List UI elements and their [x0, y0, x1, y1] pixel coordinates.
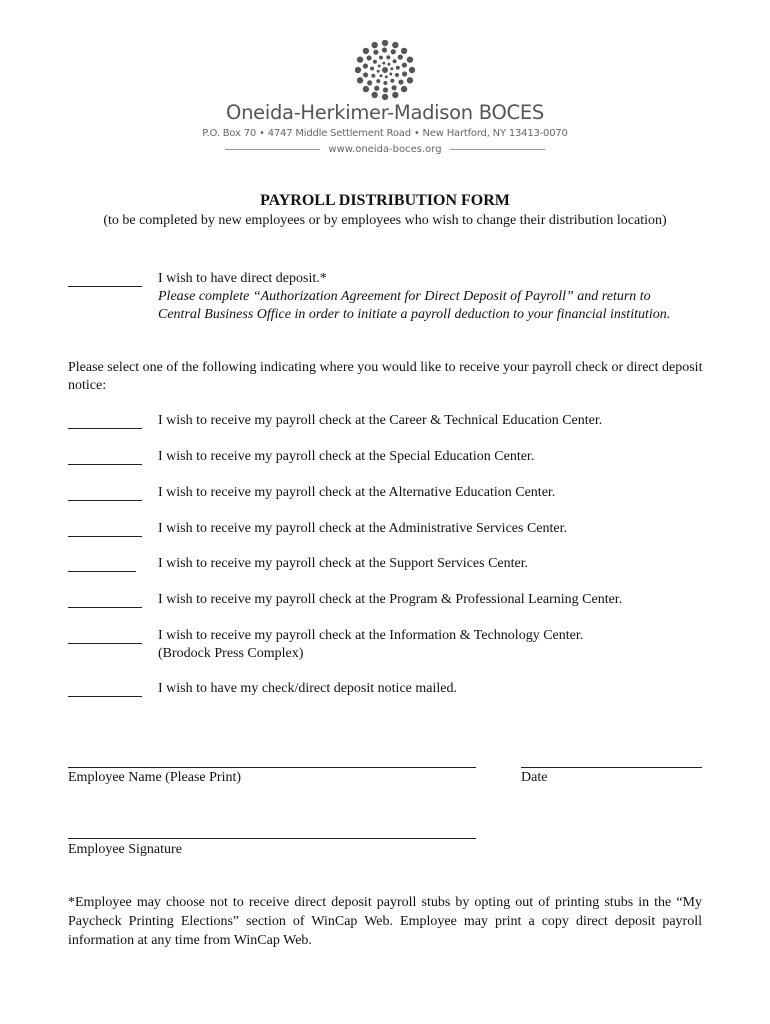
- employee-signature-line[interactable]: [68, 838, 476, 839]
- option-special-ed: I wish to receive my payroll check at the Special Education Center.: [158, 449, 535, 464]
- website-row: [225, 142, 545, 156]
- option-blank-support-services[interactable]: [68, 571, 136, 572]
- dot-burst-logo-icon: [355, 40, 415, 100]
- employee-signature-label: Employee Signature: [68, 842, 182, 857]
- option-blank-program-learning[interactable]: [68, 607, 142, 608]
- form-subtitle: (to be completed by new employees or by employees who wish to change their distribution location): [103, 213, 667, 228]
- date-line[interactable]: [521, 767, 702, 768]
- direct-deposit-note-line2: Central Business Office in order to initiate a payroll deduction to your financial institution.: [158, 307, 671, 322]
- direct-deposit-label: I wish to have direct deposit.*: [158, 271, 327, 286]
- option-blank-mailed[interactable]: [68, 696, 142, 697]
- option-program-learning: I wish to receive my payroll check at the Program & Professional Learning Center.: [158, 592, 623, 607]
- direct-deposit-blank[interactable]: [68, 286, 142, 287]
- option-info-tech: I wish to receive my payroll check at the Information & Technology Center.: [158, 628, 584, 643]
- form-title: PAYROLL DISTRIBUTION FORM: [260, 192, 510, 209]
- option-blank-administrative[interactable]: [68, 536, 142, 537]
- employee-name-label: Employee Name (Please Print): [68, 770, 242, 785]
- option-info-tech-subnote: (Brodock Press Complex): [158, 646, 304, 661]
- instructions: Please select one of the following indicating where you would like to receive your payroll check or direct deposit notice:: [68, 360, 703, 393]
- option-blank-alternative-ed[interactable]: [68, 500, 142, 501]
- option-blank-info-tech[interactable]: [68, 643, 142, 644]
- org-name: Oneida-Herkimer-Madison BOCES: [226, 101, 544, 124]
- divider: [225, 149, 320, 150]
- option-blank-special-ed[interactable]: [68, 464, 142, 465]
- date-label: Date: [521, 770, 548, 785]
- option-support-services: I wish to receive my payroll check at the Support Services Center.: [158, 556, 529, 571]
- org-website: www.oneida-boces.org: [328, 143, 442, 155]
- option-administrative: I wish to receive my payroll check at the Administrative Services Center.: [158, 521, 567, 536]
- option-mailed: I wish to have my check/direct deposit notice mailed.: [158, 681, 457, 696]
- org-address: P.O. Box 70 • 4747 Middle Settlement Road • New Hartford, NY 13413-0070: [202, 128, 568, 139]
- footnote: *Employee may choose not to receive direct deposit payroll stubs by opting out of printing stubs in the “My Paycheck Printing Elections” section of WinCap Web. Employee may print a copy direct deposit payroll information at any time from WinCap Web.: [68, 895, 702, 948]
- option-alternative-ed: I wish to receive my payroll check at the Alternative Education Center.: [158, 485, 556, 500]
- divider: [450, 149, 545, 150]
- direct-deposit-note-line1: Please complete “Authorization Agreement for Direct Deposit of Payroll” and return to: [158, 289, 651, 304]
- option-blank-career-tech[interactable]: [68, 428, 142, 429]
- option-career-tech: I wish to receive my payroll check at the Career & Technical Education Center.: [158, 413, 603, 428]
- employee-name-line[interactable]: [68, 767, 476, 768]
